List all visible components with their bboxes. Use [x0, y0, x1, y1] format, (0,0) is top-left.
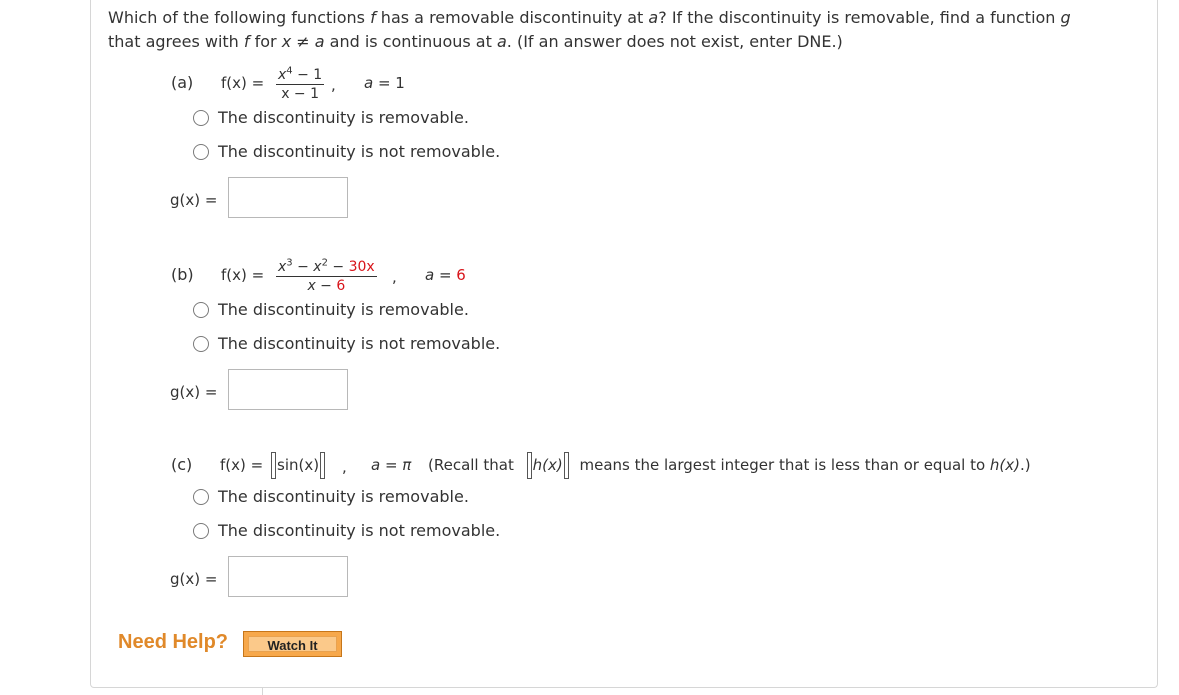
- part-c-point: a = π: [371, 456, 412, 474]
- part-b-point: a = 6: [425, 266, 466, 284]
- part-a-fraction: $\frac{x^4 - 1}{x - 1}$: [278, 65, 323, 102]
- part-a-function-label: f(x) =: [221, 74, 265, 92]
- part-a-not-removable-option[interactable]: The discontinuity is not removable.: [218, 142, 501, 161]
- part-b-g-input[interactable]: [229, 370, 347, 409]
- part-c-comma: ,: [342, 458, 347, 476]
- part-c-label: (c): [171, 455, 193, 474]
- part-a-g-label: g(x) =: [170, 191, 218, 209]
- part-a-g-input[interactable]: [229, 178, 347, 217]
- part-a-removable-radio[interactable]: [193, 110, 209, 126]
- part-b-removable-option[interactable]: The discontinuity is removable.: [218, 300, 469, 319]
- part-c-function-label: f(x) =: [220, 456, 264, 474]
- watch-it-button[interactable]: [243, 631, 342, 657]
- part-b-g-answer-box[interactable]: [228, 369, 348, 410]
- part-c-floor-expression: sin(x): [271, 456, 325, 474]
- part-c-removable-option[interactable]: The discontinuity is removable.: [218, 487, 469, 506]
- part-b-comma: ,: [392, 268, 397, 286]
- need-help-label: Need Help?: [118, 631, 229, 653]
- part-c-g-input[interactable]: [229, 557, 347, 596]
- part-a-g-answer-box[interactable]: [228, 177, 348, 218]
- part-c-not-removable-radio[interactable]: [193, 523, 209, 539]
- watch-it-button-label: Watch It: [248, 636, 337, 652]
- part-c-not-removable-option[interactable]: The discontinuity is not removable.: [218, 521, 501, 540]
- part-c-g-answer-box[interactable]: [228, 556, 348, 597]
- part-c-recall-text: (Recall that h(x) means the largest integer that is less than or equal to h(x).): [428, 456, 1031, 474]
- part-b-not-removable-radio[interactable]: [193, 336, 209, 352]
- part-b-fraction: $\frac{x^3 - x^2 - 30x}{x - 6}$: [278, 257, 375, 294]
- part-b-removable-radio[interactable]: [193, 302, 209, 318]
- part-a-comma: ,: [331, 76, 336, 94]
- part-b-g-label: g(x) =: [170, 383, 218, 401]
- part-a-point: a = 1: [364, 74, 405, 92]
- part-b-label: (b): [171, 265, 194, 284]
- part-a-label: (a): [171, 73, 194, 92]
- part-c-g-label: g(x) =: [170, 570, 218, 588]
- part-a-removable-option[interactable]: The discontinuity is removable.: [218, 108, 469, 127]
- question-prompt: Which of the following functions f has a removable discontinuity at a? If the discontinuity is removable, find a function g that agrees with f for x ≠ a and is continuous at a. (If an answer does not exist, enter DNE.): [108, 8, 1071, 51]
- part-c-removable-radio[interactable]: [193, 489, 209, 505]
- part-b-function-label: f(x) =: [221, 266, 265, 284]
- footer-divider: [262, 688, 263, 695]
- part-a-not-removable-radio[interactable]: [193, 144, 209, 160]
- part-b-not-removable-option[interactable]: The discontinuity is not removable.: [218, 334, 501, 353]
